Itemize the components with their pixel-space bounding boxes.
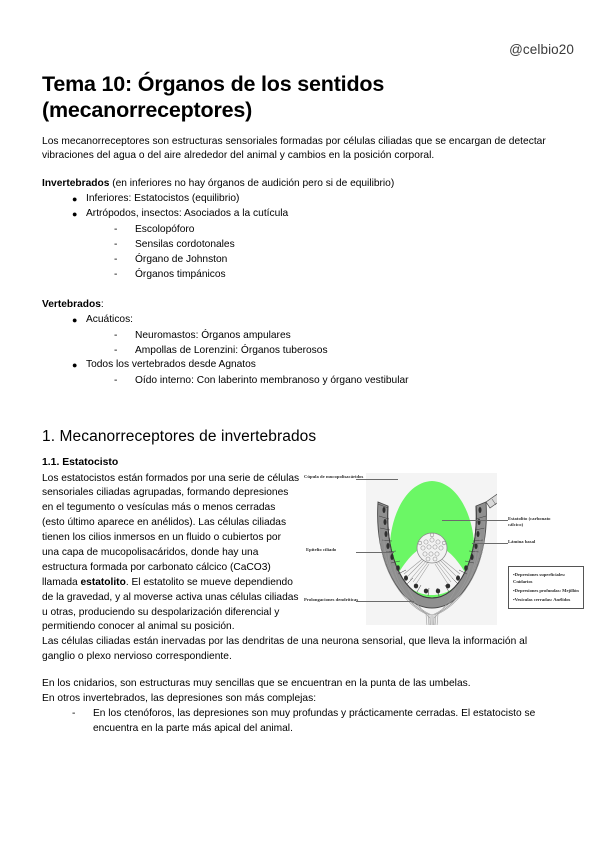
list-item — [72, 706, 558, 736]
list-item-label: Oído interno: Con laberinto membranoso y órgano vestibular — [135, 375, 409, 387]
list-item — [72, 207, 558, 282]
sublist-ctenoforos — [42, 706, 558, 736]
list-item-label: Neuromastos: Órganos ampulares — [135, 330, 291, 342]
page-title: Tema 10: Órganos de los sentidos (mecanorreceptores) — [42, 72, 385, 122]
leader-line-lamina — [472, 543, 508, 544]
figure-infobox — [508, 566, 584, 609]
list-item — [114, 252, 558, 267]
innervation-paragraph: Las células ciliadas están inervadas por las dendritas de una neurona sensorial, que lleva la información al ganglio o plexo nervioso correspondiente. — [42, 636, 528, 662]
cnidarios-block — [42, 677, 558, 736]
leader-line-prolongaciones — [356, 601, 414, 602]
bullet-icon: ● — [72, 360, 78, 371]
sublist-agnatos — [86, 373, 558, 388]
list-item-label: Sensilas cordotonales — [135, 238, 235, 250]
bullet-icon: ● — [72, 315, 78, 326]
list-item — [72, 192, 558, 207]
list-item-label: Inferiores: Estatocistos (equilibrio) — [86, 193, 240, 205]
list-item — [114, 222, 558, 237]
author-handle: @celbio20 — [509, 42, 574, 57]
list-item — [114, 267, 558, 282]
estatocisto-paragraph — [42, 472, 300, 636]
list-item — [114, 373, 558, 388]
sublist-acuaticos — [86, 328, 558, 358]
group-heading-invertebrados — [42, 177, 558, 191]
group-label-vertebrados: Vertebrados — [42, 298, 101, 310]
group-note-invertebrados: (en inferiores no hay órganos de audición pero si de equilibrio) — [109, 177, 395, 189]
dash-icon: - — [114, 345, 118, 357]
list-item — [72, 313, 558, 358]
list-item-label: Escolopóforo — [135, 223, 195, 235]
cnidarios-line-1: En los cnidarios, son estructuras muy sencillas que se encuentran en la punta de las umbelas. — [42, 678, 471, 690]
list-item — [114, 343, 558, 358]
group-note-vertebrados: : — [100, 298, 104, 310]
section-spacer — [42, 282, 558, 298]
section-title: 1. Mecanorreceptores de invertebrados — [42, 428, 317, 446]
list-item-label: Artrópodos, insectos: Asociados a la cutícula — [86, 207, 289, 219]
estatocisto-text-part2: . El estatolito se mueve dependiendo de la gravedad, y al moverse activa unas células ciliadas u otras, produciendo su despolarización diferencial y permitiendo conocer al animal su posición. — [42, 576, 299, 633]
dash-icon: - — [114, 330, 118, 342]
group-heading-vertebrados — [42, 298, 558, 312]
intro-paragraph: Los mecanorreceptores son estructuras sensoriales formadas por células ciliadas que se encargan de detectar vibraciones del agua o del aire alrededor del animal y cambios en la posición corporal. — [42, 135, 546, 162]
dash-icon: - — [114, 238, 118, 250]
estatolito-bold-term: estatolito — [80, 576, 126, 588]
list-item-label: Órganos timpánicos — [135, 268, 226, 280]
epithelium-right-lip — [486, 492, 504, 508]
dash-icon: - — [114, 268, 118, 280]
figure-label-lamina: Lámina basal — [508, 539, 536, 545]
dash-icon: - — [114, 223, 118, 235]
estatocisto-text-part1: Los estatocistos están formados por una serie de células sensoriales ciliadas agrupadas, formando depresiones en el tegumento o vesículas más o menos cerradas (esto último aparece en anélidos). Las células ciliadas tienen los cilios inmersos en un fluido o cubiertos por una capa de mucopolisacáridos, donde hay una estructura formada por carbonato cálcico (CaCO3) llamada — [42, 472, 300, 588]
section-body-wrap — [42, 455, 579, 635]
list-item — [114, 328, 558, 343]
statolith — [417, 533, 447, 563]
big-spacer — [42, 388, 558, 428]
figure-label-estatolito: Estatolito (carbonato cálcico) — [508, 516, 551, 528]
infobox-line: •Depresiones profundas: Mejillón — [513, 587, 579, 593]
list-invertebrados — [42, 192, 558, 282]
figure-label-cupula: Cúpula de mucopolisacáridos — [304, 474, 364, 480]
group-label-invertebrados: Invertebrados — [42, 177, 110, 189]
figure-label-epitelio: Epitelio ciliado — [306, 547, 337, 553]
dash-icon: - — [72, 708, 76, 720]
statocyst-diagram — [304, 462, 579, 642]
document-content — [42, 72, 579, 736]
subsection-title: 1.1. Estatocisto — [42, 457, 119, 469]
list-item-label: Ampollas de Lorenzini: Órganos tuberosos — [135, 345, 328, 357]
list-item — [72, 358, 558, 388]
bullet-icon: ● — [72, 194, 78, 205]
bullet-icon: ● — [72, 208, 78, 219]
infobox-line: •Depresiones superficiales: Cnidarios — [513, 572, 566, 584]
dash-icon: - — [114, 253, 118, 265]
section-left-column — [42, 455, 300, 635]
figure-label-prolongaciones: Prolongaciones dendríticas — [304, 597, 359, 603]
leader-line-estatolito — [442, 520, 508, 521]
sublist-artropodos — [86, 222, 558, 282]
cnidarios-line-2: En otros invertebrados, las depresiones son más complejas: — [42, 692, 317, 704]
dash-icon: - — [114, 375, 118, 387]
list-item-label: Todos los vertebrados desde Agnatos — [86, 359, 256, 371]
list-item-label: Acuáticos: — [86, 314, 133, 326]
list-item-label: En los ctenóforos, las depresiones son muy profundas y prácticamente cerradas. El estatocisto se encuentra en la parte más apical del animal. — [93, 708, 536, 735]
list-item — [114, 237, 558, 252]
infobox-line: •Vesículas cerradas: Anélidos — [513, 596, 571, 602]
list-item-label: Órgano de Johnston — [135, 253, 228, 265]
list-vertebrados — [42, 313, 558, 388]
